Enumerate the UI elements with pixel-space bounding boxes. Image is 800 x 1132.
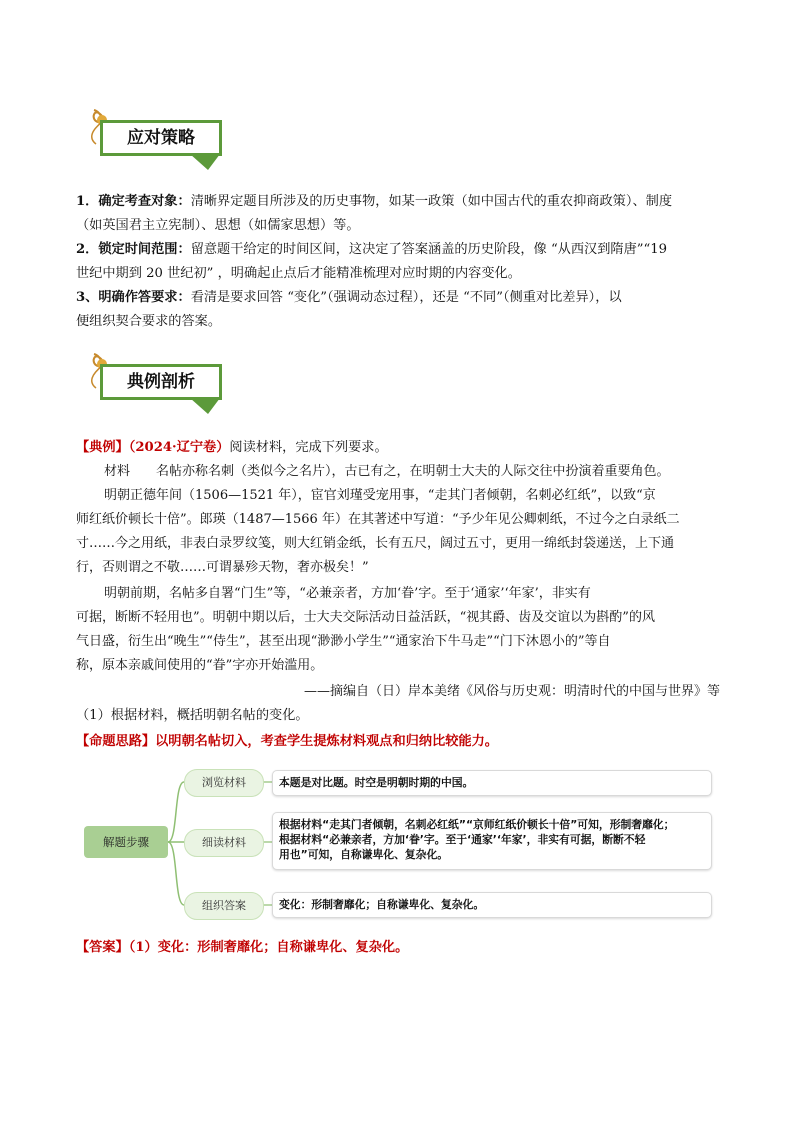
strategy-item-text: （如英国君主立宪制）、思想（如儒家思想）等。 [76, 218, 360, 233]
card-line: 本题是对比题。时空是明朝时期的中国。 [279, 776, 474, 789]
mindmap-card-browse [272, 770, 712, 796]
material-line: 气日盛，衍生出“晚生”“侍生”，甚至出现“渺渺小学生”“通家治下牛马走”“门下沐恩小的”等自 [76, 634, 611, 649]
strategy-item-label: 2．锁定时间范围： [76, 242, 191, 257]
mindmap-node-answer: 组织答案 [184, 892, 264, 920]
material-line: 师红纸价顿长十倍”。郎瑛（1487—1566 年）在其著述中写道：“予少年见公卿刺纸，不过今之白录纸二 [76, 512, 680, 527]
strategy-item-label: 3、明确作答要求： [76, 290, 191, 305]
material-citation: ——摘编自（日）岸本美绪《风俗与历史观：明清时代的中国与世界》等 [303, 684, 720, 699]
material-line: 明朝正德年间（1506—1521 年），宦官刘瑾受宠用事，“走其门者倾朝，名刺必红纸”，以致“京 [104, 488, 656, 503]
mindmap-root: 解题步骤 [84, 826, 168, 858]
card-line: 根据材料“必兼亲者，方加‘眷’字。至于‘通家’‘年家’，非实有可据，断断不轻 [279, 833, 646, 846]
card-line: 根据材料“走其门者倾朝，名刺必红纸”“京师红纸价顿长十倍”可知，形制奢靡化； [279, 818, 675, 831]
material-line: 可据，断断不轻用也”。明朝中期以后，士大夫交际活动日益活跃，“视其爵、齿及交谊以为斟酌”的风 [76, 610, 655, 625]
answer-label: 【答案】 [76, 940, 129, 955]
question: （1）根据材料，概括明朝名帖的变化。 [76, 708, 309, 723]
card-line: 变化：形制奢靡化；自称谦卑化、复杂化。 [279, 898, 485, 911]
example-instruction: 阅读材料，完成下列要求。 [229, 440, 388, 455]
answer-line [76, 938, 408, 958]
example-source: （2024·辽宁卷） [128, 440, 230, 455]
section-title: 应对策略 [127, 128, 195, 148]
answer-text: （1）变化：形制奢靡化；自称谦卑化、复杂化。 [128, 940, 409, 955]
thinking-text: 以明朝名帖切入，考查学生提炼材料观点和归纳比较能力。 [155, 734, 498, 749]
strategy-item-text: 世纪中期到 20 世纪初” ，明确起止点后才能精准梳理对应时期的内容变化。 [76, 266, 521, 281]
material-line: 明朝前期，名帖多自署“门生”等，“必兼亲者，方加‘眷’字。至于‘通家’‘年家’，非实有 [104, 586, 591, 601]
card-line: 用也”可知，自称谦卑化、复杂化。 [279, 848, 449, 861]
material-line: 行，否则谓之不敬……可谓暴殄天物，奢亦极矣！” [76, 560, 369, 575]
strategy-item-text: 清晰界定题目所涉及的历史事物，如某一政策（如中国古代的重农抑商政策）、制度 [190, 194, 673, 209]
example-tag: 【典例】 [76, 440, 129, 455]
strategy-item-text: 留意题干给定的时间区间，这决定了答案涵盖的历史阶段，像 “从西汉到隋唐”“19 [190, 242, 668, 257]
strategy-item-text: 看清是要求回答 “变化”（强调动态过程），还是 “不同”（侧重对比差异），以 [190, 290, 622, 305]
strategy-item-label: 1．确定考查对象： [76, 194, 191, 209]
section-title: 典例剖析 [127, 372, 195, 392]
material-line: 材料 名帖亦称名刺（类似今之名片），古已有之，在明朝士大夫的人际交往中扮演着重要角色。 [104, 464, 670, 479]
mindmap-card-answer [272, 892, 712, 918]
mindmap-card-read [272, 812, 712, 870]
thinking-label: 【命题思路】 [76, 734, 156, 749]
mindmap-node-read: 细读材料 [184, 829, 264, 857]
material-line: 称，原本亲戚间使用的“眷”字亦开始滥用。 [76, 658, 324, 673]
strategy-item-text: 便组织契合要求的答案。 [76, 314, 222, 329]
mindmap-node-browse: 浏览材料 [184, 769, 264, 797]
material-line: 寸……今之用纸，非表白录罗纹笺，则大红销金纸，长有五尺，阔过五寸，更用一绵纸封袋递送，上下通 [76, 536, 675, 551]
